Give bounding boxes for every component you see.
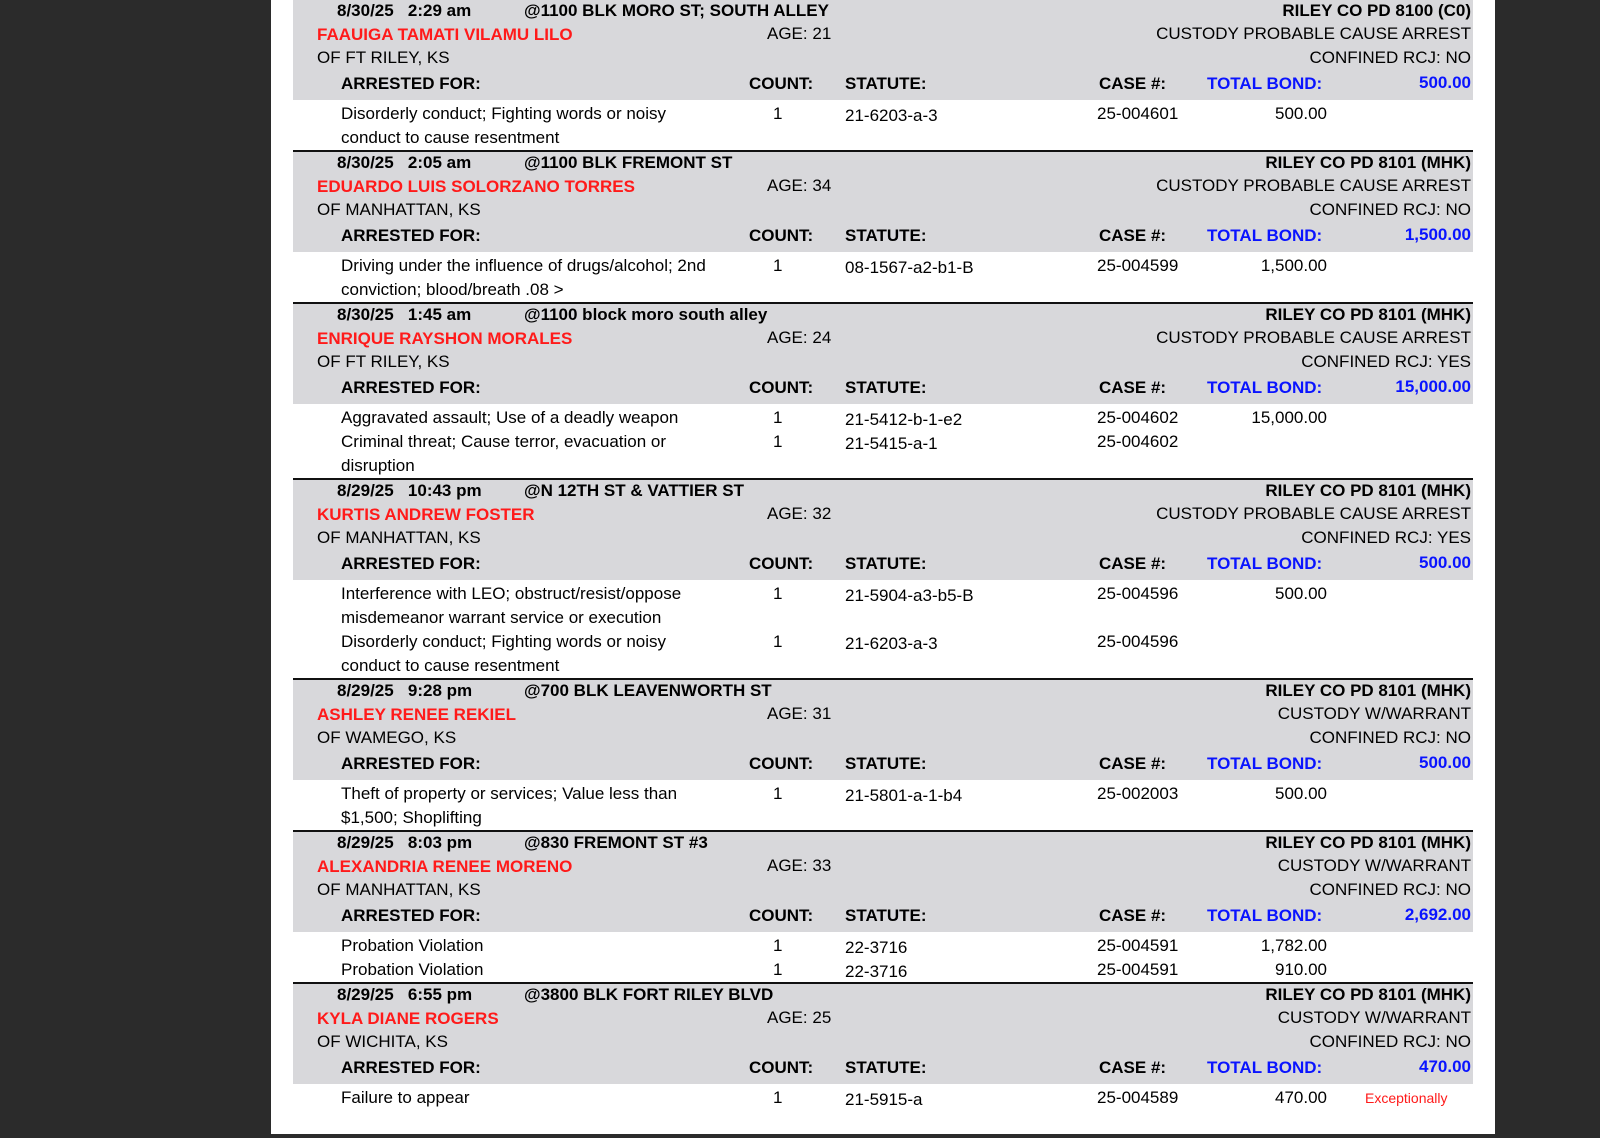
charge-statute: 08-1567-a2-b1-B <box>845 258 974 277</box>
arrest-datetime: 8/29/25 8:03 pm <box>337 833 473 852</box>
arrest-datetime: 8/29/25 6:55 pm <box>337 985 473 1004</box>
arrestee-age: AGE: 24 <box>767 328 832 347</box>
charge-description: Interference with LEO; obstruct/resist/oppose misdemeanor warrant service or execution <box>341 584 682 627</box>
arrestee-city: OF WAMEGO, KS <box>317 728 457 747</box>
record-header <box>293 152 1473 252</box>
arrested-for-label: ARRESTED FOR: <box>341 906 481 925</box>
arrest-datetime: 8/29/25 9:28 pm <box>337 681 473 700</box>
charge-case-number: 25-004602 <box>1097 432 1179 451</box>
statute-label: STATUTE: <box>845 226 927 245</box>
custody-type: CUSTODY W/WARRANT <box>1277 1008 1471 1027</box>
arrested-for-label: ARRESTED FOR: <box>341 226 481 245</box>
arrestee-name: ASHLEY RENEE REKIEL <box>317 705 517 724</box>
arrest-datetime: 8/29/25 10:43 pm <box>337 481 482 500</box>
confined-status: CONFINED RCJ: NO <box>1309 1032 1471 1051</box>
custody-type: CUSTODY PROBABLE CAUSE ARREST <box>1156 504 1471 523</box>
charge-count: 1 <box>773 432 783 451</box>
charge-statute: 21-5415-a-1 <box>845 434 938 453</box>
charge-description: Probation Violation <box>341 936 484 955</box>
charge-statute: 21-5412-b-1-e2 <box>845 410 963 429</box>
charge-case-number: 25-004596 <box>1097 584 1179 603</box>
charge-case-number: 25-004602 <box>1097 408 1179 427</box>
arrest-datetime: 8/30/25 1:45 am <box>337 305 472 324</box>
charge-list <box>293 932 1473 982</box>
charge-statute: 21-5801-a-1-b4 <box>845 786 963 805</box>
record-header <box>293 832 1473 932</box>
charge-case-number: 25-004601 <box>1097 104 1179 123</box>
count-label: COUNT: <box>749 906 814 925</box>
charge-description: Probation Violation <box>341 960 484 979</box>
arrest-location: @700 BLK LEAVENWORTH ST <box>524 681 772 700</box>
case-label: CASE #: <box>1099 226 1167 245</box>
arrest-record <box>293 152 1473 304</box>
charge-list <box>293 780 1473 830</box>
charge-row <box>293 582 1473 630</box>
count-label: COUNT: <box>749 1058 814 1077</box>
total-bond-label: TOTAL BOND: <box>1207 754 1323 773</box>
charge-bond: 15,000.00 <box>1251 408 1327 427</box>
arrested-for-label: ARRESTED FOR: <box>341 554 481 573</box>
charge-statute: 21-6203-a-3 <box>845 106 938 125</box>
count-label: COUNT: <box>749 554 814 573</box>
charge-description: Aggravated assault; Use of a deadly weapon <box>341 408 679 427</box>
total-bond-value: 2,692.00 <box>1404 905 1471 924</box>
case-label: CASE #: <box>1099 74 1167 93</box>
case-label: CASE #: <box>1099 754 1167 773</box>
confined-status: CONFINED RCJ: NO <box>1309 880 1471 899</box>
arrest-location: @3800 BLK FORT RILEY BLVD <box>524 985 774 1004</box>
charge-count: 1 <box>773 632 783 651</box>
confined-status: CONFINED RCJ: NO <box>1309 200 1471 219</box>
total-bond-value: 15,000.00 <box>1395 377 1471 396</box>
charge-bond: 470.00 <box>1275 1088 1327 1107</box>
arrest-record <box>293 984 1473 1110</box>
charge-row <box>293 958 1473 982</box>
arrestee-city: OF FT RILEY, KS <box>317 352 450 371</box>
confined-status: CONFINED RCJ: NO <box>1309 728 1471 747</box>
charge-statute: 21-6203-a-3 <box>845 634 938 653</box>
charge-row <box>293 782 1473 830</box>
charge-count: 1 <box>773 960 783 979</box>
charge-statute: 21-5904-a3-b5-B <box>845 586 974 605</box>
arrest-record <box>293 480 1473 680</box>
arrest-record <box>293 680 1473 832</box>
charge-count: 1 <box>773 104 783 123</box>
agency: RILEY CO PD 8101 (MHK) <box>1265 481 1471 500</box>
arrest-datetime: 8/30/25 2:05 am <box>337 153 472 172</box>
arrestee-name: KYLA DIANE ROGERS <box>317 1009 499 1028</box>
arrested-for-label: ARRESTED FOR: <box>341 74 481 93</box>
statute-label: STATUTE: <box>845 554 927 573</box>
charge-list <box>293 580 1473 678</box>
case-label: CASE #: <box>1099 906 1167 925</box>
record-header <box>293 0 1473 100</box>
arrestee-city: OF MANHATTAN, KS <box>317 528 481 547</box>
charge-list <box>293 1084 1473 1110</box>
charge-row <box>293 430 1473 478</box>
arrestee-age: AGE: 21 <box>767 24 832 43</box>
arrest-location: @830 FREMONT ST #3 <box>524 833 708 852</box>
arrested-for-label: ARRESTED FOR: <box>341 378 481 397</box>
case-label: CASE #: <box>1099 1058 1167 1077</box>
charge-list <box>293 100 1473 150</box>
charge-row <box>293 934 1473 958</box>
arrestee-name: KURTIS ANDREW FOSTER <box>317 505 535 524</box>
charge-row <box>293 406 1473 430</box>
charge-case-number: 25-004589 <box>1097 1088 1179 1107</box>
agency: RILEY CO PD 8101 (MHK) <box>1265 833 1471 852</box>
arrestee-city: OF MANHATTAN, KS <box>317 200 481 219</box>
arrestee-age: AGE: 32 <box>767 504 832 523</box>
charge-description: Disorderly conduct; Fighting words or noisy conduct to cause resentment <box>341 104 667 147</box>
charge-statute: 22-3716 <box>845 938 908 957</box>
arrestee-name: ENRIQUE RAYSHON MORALES <box>317 329 573 348</box>
custody-type: CUSTODY PROBABLE CAUSE ARREST <box>1156 176 1471 195</box>
charge-count: 1 <box>773 408 783 427</box>
arrest-records <box>293 0 1473 1110</box>
statute-label: STATUTE: <box>845 74 927 93</box>
arrestee-age: AGE: 31 <box>767 704 832 723</box>
charge-row <box>293 254 1473 302</box>
arrested-for-label: ARRESTED FOR: <box>341 1058 481 1077</box>
statute-label: STATUTE: <box>845 754 927 773</box>
arrest-datetime: 8/30/25 2:29 am <box>337 1 472 20</box>
charge-list <box>293 252 1473 302</box>
arrest-record <box>293 304 1473 480</box>
charge-description: Criminal threat; Cause terror, evacuation or disruption <box>341 432 667 475</box>
charge-bond: 500.00 <box>1275 104 1327 123</box>
record-header <box>293 480 1473 580</box>
agency: RILEY CO PD 8101 (MHK) <box>1265 305 1471 324</box>
report-page <box>271 0 1495 1134</box>
charge-count: 1 <box>773 584 783 603</box>
count-label: COUNT: <box>749 226 814 245</box>
arrest-location: @1100 block moro south alley <box>524 305 768 324</box>
arrestee-name: ALEXANDRIA RENEE MORENO <box>317 857 573 876</box>
confined-status: CONFINED RCJ: YES <box>1301 528 1471 547</box>
charge-statute: 22-3716 <box>845 962 908 981</box>
record-header <box>293 304 1473 404</box>
total-bond-value: 500.00 <box>1419 753 1471 772</box>
arrest-location: @1100 BLK MORO ST; SOUTH ALLEY <box>524 1 829 20</box>
charge-case-number: 25-004591 <box>1097 960 1179 979</box>
arrest-location: @N 12TH ST & VATTIER ST <box>524 481 744 500</box>
custody-type: CUSTODY PROBABLE CAUSE ARREST <box>1156 24 1471 43</box>
confined-status: CONFINED RCJ: YES <box>1301 352 1471 371</box>
charge-note: Exceptionally <box>1365 1090 1448 1106</box>
charge-row <box>293 630 1473 678</box>
statute-label: STATUTE: <box>845 378 927 397</box>
count-label: COUNT: <box>749 74 814 93</box>
charge-list <box>293 404 1473 478</box>
total-bond-label: TOTAL BOND: <box>1207 554 1323 573</box>
charge-case-number: 25-004599 <box>1097 256 1179 275</box>
total-bond-label: TOTAL BOND: <box>1207 906 1323 925</box>
total-bond-value: 500.00 <box>1419 553 1471 572</box>
total-bond-value: 470.00 <box>1419 1057 1471 1076</box>
record-header <box>293 984 1473 1084</box>
total-bond-label: TOTAL BOND: <box>1207 74 1323 93</box>
arrest-record <box>293 0 1473 152</box>
record-header <box>293 680 1473 780</box>
agency: RILEY CO PD 8100 (C0) <box>1282 1 1471 20</box>
charge-description: Disorderly conduct; Fighting words or noisy conduct to cause resentment <box>341 632 667 675</box>
charge-description: Failure to appear <box>341 1088 470 1107</box>
charge-count: 1 <box>773 256 783 275</box>
total-bond-label: TOTAL BOND: <box>1207 226 1323 245</box>
arrest-record <box>293 832 1473 984</box>
charge-statute: 21-5915-a <box>845 1090 923 1109</box>
case-label: CASE #: <box>1099 378 1167 397</box>
custody-type: CUSTODY W/WARRANT <box>1277 856 1471 875</box>
charge-count: 1 <box>773 784 783 803</box>
arrestee-age: AGE: 25 <box>767 1008 832 1027</box>
total-bond-value: 1,500.00 <box>1404 225 1471 244</box>
total-bond-label: TOTAL BOND: <box>1207 1058 1323 1077</box>
charge-description: Theft of property or services; Value less than $1,500; Shoplifting <box>341 784 678 827</box>
agency: RILEY CO PD 8101 (MHK) <box>1265 153 1471 172</box>
charge-case-number: 25-004591 <box>1097 936 1179 955</box>
custody-type: CUSTODY W/WARRANT <box>1277 704 1471 723</box>
charge-bond: 500.00 <box>1275 784 1327 803</box>
arrested-for-label: ARRESTED FOR: <box>341 754 481 773</box>
charge-case-number: 25-004596 <box>1097 632 1179 651</box>
arrestee-city: OF FT RILEY, KS <box>317 48 450 67</box>
charge-bond: 910.00 <box>1275 960 1327 979</box>
charge-row <box>293 102 1473 150</box>
arrestee-city: OF MANHATTAN, KS <box>317 880 481 899</box>
custody-type: CUSTODY PROBABLE CAUSE ARREST <box>1156 328 1471 347</box>
statute-label: STATUTE: <box>845 1058 927 1077</box>
charge-row <box>293 1086 1473 1110</box>
confined-status: CONFINED RCJ: NO <box>1309 48 1471 67</box>
arrestee-age: AGE: 33 <box>767 856 832 875</box>
arrestee-city: OF WICHITA, KS <box>317 1032 448 1051</box>
arrestee-name: FAAUIGA TAMATI VILAMU LILO <box>317 25 573 44</box>
charge-description: Driving under the influence of drugs/alcohol; 2nd conviction; blood/breath .08 > <box>341 256 706 299</box>
arrest-location: @1100 BLK FREMONT ST <box>524 153 733 172</box>
total-bond-label: TOTAL BOND: <box>1207 378 1323 397</box>
arrestee-age: AGE: 34 <box>767 176 832 195</box>
charge-bond: 1,782.00 <box>1260 936 1327 955</box>
charge-count: 1 <box>773 936 783 955</box>
statute-label: STATUTE: <box>845 906 927 925</box>
total-bond-value: 500.00 <box>1419 73 1471 92</box>
case-label: CASE #: <box>1099 554 1167 573</box>
agency: RILEY CO PD 8101 (MHK) <box>1265 985 1471 1004</box>
charge-case-number: 25-002003 <box>1097 784 1179 803</box>
count-label: COUNT: <box>749 754 814 773</box>
charge-bond: 500.00 <box>1275 584 1327 603</box>
agency: RILEY CO PD 8101 (MHK) <box>1265 681 1471 700</box>
count-label: COUNT: <box>749 378 814 397</box>
arrestee-name: EDUARDO LUIS SOLORZANO TORRES <box>317 177 635 196</box>
charge-count: 1 <box>773 1088 783 1107</box>
charge-bond: 1,500.00 <box>1260 256 1327 275</box>
